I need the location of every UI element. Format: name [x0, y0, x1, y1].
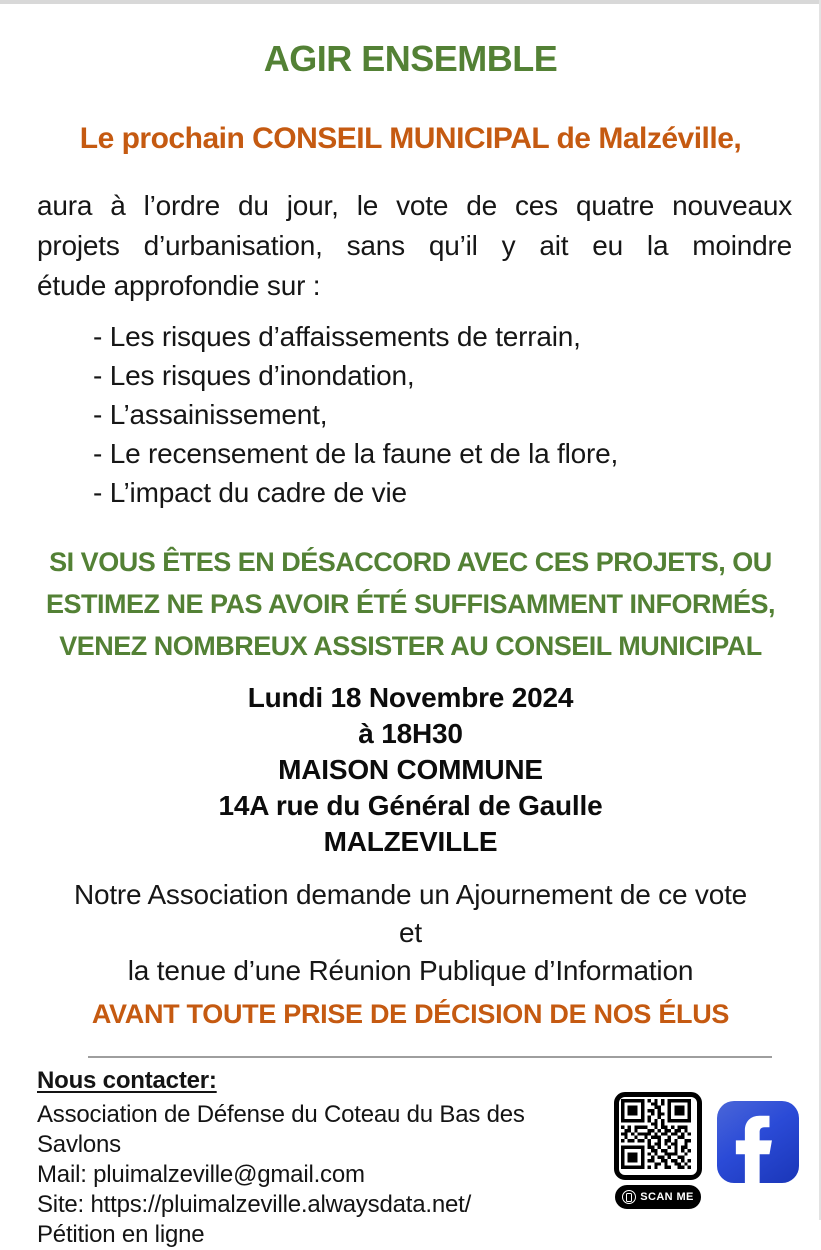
request-highlight: AVANT TOUTE PRISE DE DÉCISION DE NOS ÉLUS: [91, 999, 730, 1029]
intro-line: étude approfondie sur :: [37, 270, 321, 301]
request-line: et: [399, 917, 422, 948]
contact-site: Site: https://pluimalzeville.alwaysdata.net/: [37, 1191, 472, 1218]
meeting-time: à 18H30: [358, 718, 463, 749]
contact-association: Association de Défense du Coteau du Bas des Savlons: [37, 1101, 525, 1158]
cta-line: VENEZ NOMBREUX ASSISTER AU CONSEIL MUNICIPAL: [59, 631, 762, 661]
list-item: - Le recensement de la faune et de la flore,: [93, 438, 619, 469]
meeting-city: MALZEVILLE: [323, 826, 498, 857]
phone-icon: [622, 1190, 636, 1204]
intro-paragraph: [37, 186, 792, 306]
scan-me-badge: [614, 1184, 702, 1210]
footer-divider: [88, 1056, 772, 1058]
call-to-action: [30, 541, 791, 667]
list-item: - L’impact du cadre de vie: [93, 477, 407, 508]
scan-me-label: SCAN ME: [640, 1191, 694, 1203]
facebook-f-glyph: [717, 1101, 799, 1183]
contact-mail: Mail: pluimalzeville@gmail.com: [37, 1161, 365, 1188]
qr-modules: [621, 1099, 691, 1169]
qr-code-icon: [614, 1092, 702, 1180]
list-item: - Les risques d’affaissements de terrain,: [93, 321, 581, 352]
qr-block: [614, 1092, 702, 1210]
meeting-date: Lundi 18 Novembre 2024: [247, 682, 574, 713]
facebook-icon: [717, 1101, 799, 1183]
page-top-border: [0, 0, 821, 4]
page-title: AGIR ENSEMBLE: [263, 38, 558, 79]
request-line: la tenue d’une Réunion Publique d’Information: [127, 955, 694, 986]
contact-block: [37, 1066, 607, 1250]
request-line: Notre Association demande un Ajournement de ce vote: [73, 879, 748, 910]
concerns-list: [93, 317, 793, 512]
list-item: - L’assainissement,: [93, 399, 328, 430]
intro-line: aura à l’ordre du jour, le vote de ces quatre nouveaux: [37, 190, 792, 221]
request-paragraph: [0, 876, 821, 1033]
contact-petition: Pétition en ligne: [37, 1221, 205, 1248]
subtitle: Le prochain CONSEIL MUNICIPAL de Malzéville,: [79, 122, 742, 155]
cta-line: SI VOUS ÊTES EN DÉSACCORD AVEC CES PROJETS, OU: [49, 547, 772, 577]
meeting-address: 14A rue du Général de Gaulle: [218, 790, 603, 821]
intro-line: projets d’urbanisation, sans qu’il y ait eu la moindre: [37, 230, 792, 261]
meeting-details: [0, 680, 821, 860]
meeting-venue: MAISON COMMUNE: [278, 754, 543, 785]
cta-line: ESTIMEZ NE PAS AVOIR ÉTÉ SUFFISAMMENT INFORMÉS,: [45, 589, 776, 619]
list-item: - Les risques d’inondation,: [93, 360, 415, 391]
contact-heading: Nous contacter:: [37, 1067, 217, 1094]
